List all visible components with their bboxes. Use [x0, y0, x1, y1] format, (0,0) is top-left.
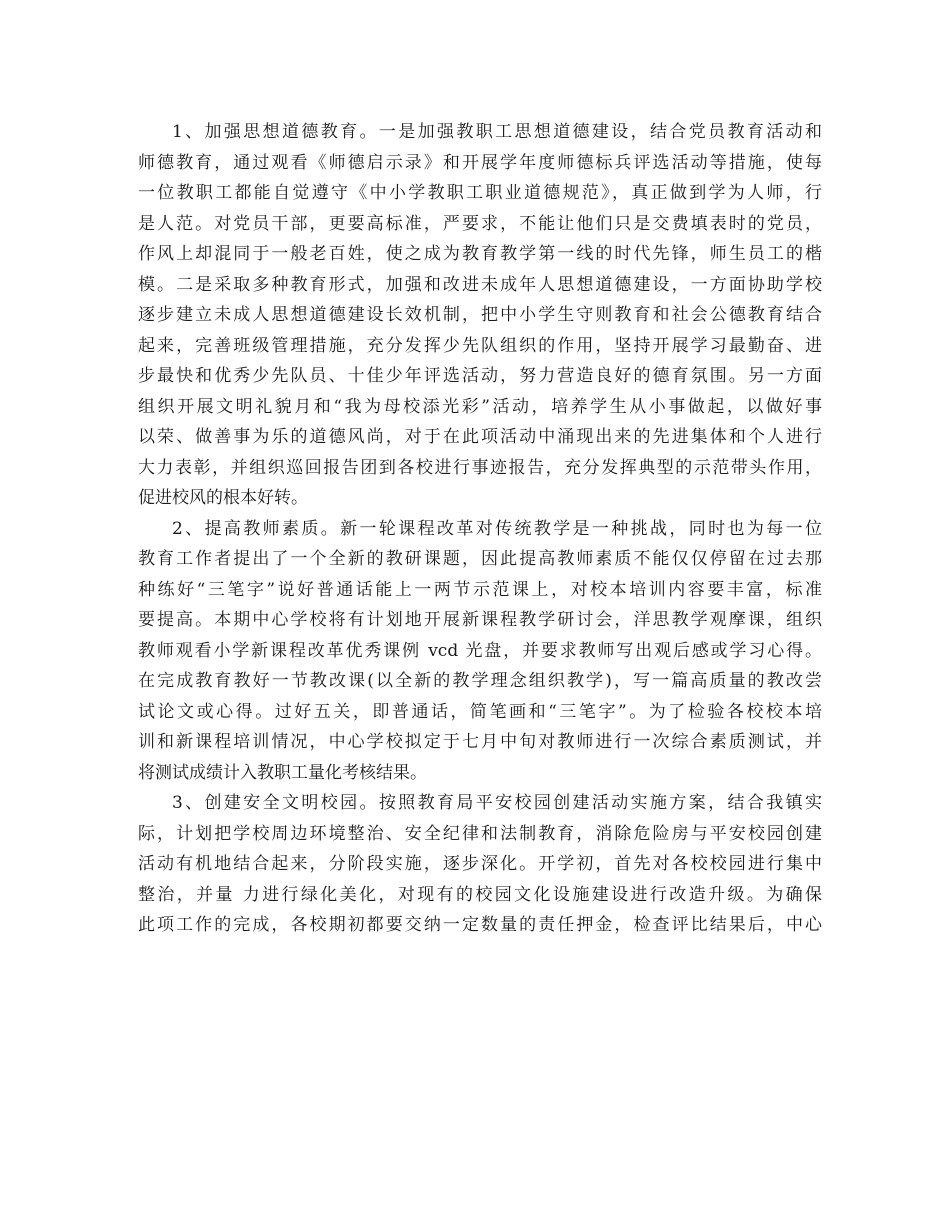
text-line: 训和新课程培训情况，中心学校拟定于七月中旬对教师进行一次综合素质测试，并 [138, 732, 822, 752]
text-line: 作风上却混同于一般老百姓，使之成为教育教学第一线的时代先锋，师生员工的楷 [138, 244, 822, 264]
text-line: 以荣、做善事为乐的道德风尚，对于在此项活动中涌现出来的先进集体和个人进行 [138, 427, 822, 447]
text-line: 逐步建立未成人思想道德建设长效机制，把中小学生守则教育和社会公德教育结合 [138, 305, 822, 325]
text-line: 教育工作者提出了一个全新的教研课题，因此提高教师素质不能仅仅停留在过去那 [138, 549, 822, 569]
text-line: 组织开展文明礼貌月和“我为母校添光彩”活动，培养学生从小事做起，以做好事 [138, 396, 822, 417]
text-line: 步最快和优秀少先队员、十佳少年评选活动，努力营造良好的德育氛围。另一方面 [138, 366, 822, 386]
text-line: 种练好“三笔字”说好普通话能上一两节示范课上，对校本培训内容要丰富，标准 [138, 579, 822, 600]
paragraph-moral-education [138, 117, 822, 514]
text-line: 3、创建安全文明校园。按照教育局平安校园创建活动实施方案，结合我镇实 [172, 793, 822, 813]
text-line: 试论文或心得。过好五关，即普通话，简笔画和“三笔字”。为了检验各校校本培 [138, 701, 822, 722]
text-line: 师德教育，通过观看《师德启示录》和开展学年度师德标兵评选活动等措施，使每 [138, 152, 822, 173]
text-line: 是人范。对党员干部，更要高标准，严要求，不能让他们只是交费填表时的党员， [138, 213, 822, 234]
text-line: 一位教职工都能自觉遵守《中小学教职工职业道德规范》，真正做到学为人师，行 [138, 183, 822, 203]
text-line: 要提高。本期中心学校将有计划地开展新课程教学研讨会，洋思教学观摩课，组织 [138, 610, 822, 630]
text-line: 1、加强思想道德教育。一是加强教职工思想道德建设，结合党员教育活动和 [172, 122, 822, 142]
text-line: 教师观看小学新课程改革优秀课例 vcd 光盘，并要求教师写出观后感或学习心得。 [138, 640, 822, 661]
text-line: 在完成教育教好一节教改课(以全新的教学理念组织教学)，写一篇高质量的教改尝 [138, 671, 822, 691]
text-line: 起来，完善班级管理措施，充分发挥少先队组织的作用，坚持开展学习最勤奋、进 [138, 335, 822, 356]
text-line: 活动有机地结合起来，分阶段实施，逐步深化。开学初，首先对各校校园进行集中 [138, 854, 822, 874]
text-line: 将测试成绩计入教职工量化考核结果。 [138, 762, 427, 783]
text-line: 此项工作的完成，各校期初都要交纳一定数量的责任押金，检查评比结果后，中心 [138, 915, 822, 935]
paragraph-teacher-quality [138, 514, 822, 789]
text-line: 模。二是采取多种教育形式，加强和改进未成年人思想道德建设，一方面协助学校 [138, 274, 822, 295]
text-line: 促进校风的根本好转。 [138, 488, 308, 508]
text-line: 整治，并量 力进行绿化美化，对现有的校园文化设施建设进行改造升级。为确保 [138, 884, 822, 905]
text-line: 际，计划把学校周边环境整治、安全纪律和法制教育，消除危险房与平安校园创建 [138, 823, 822, 844]
paragraph-safe-campus [138, 788, 822, 941]
text-line: 2、提高教师素质。新一轮课程改革对传统教学是一种挑战，同时也为每一位 [172, 518, 822, 539]
text-line: 大力表彰，并组织巡回报告团到各校进行事迹报告，充分发挥典型的示范带头作用， [138, 457, 822, 478]
document-body [138, 117, 822, 941]
